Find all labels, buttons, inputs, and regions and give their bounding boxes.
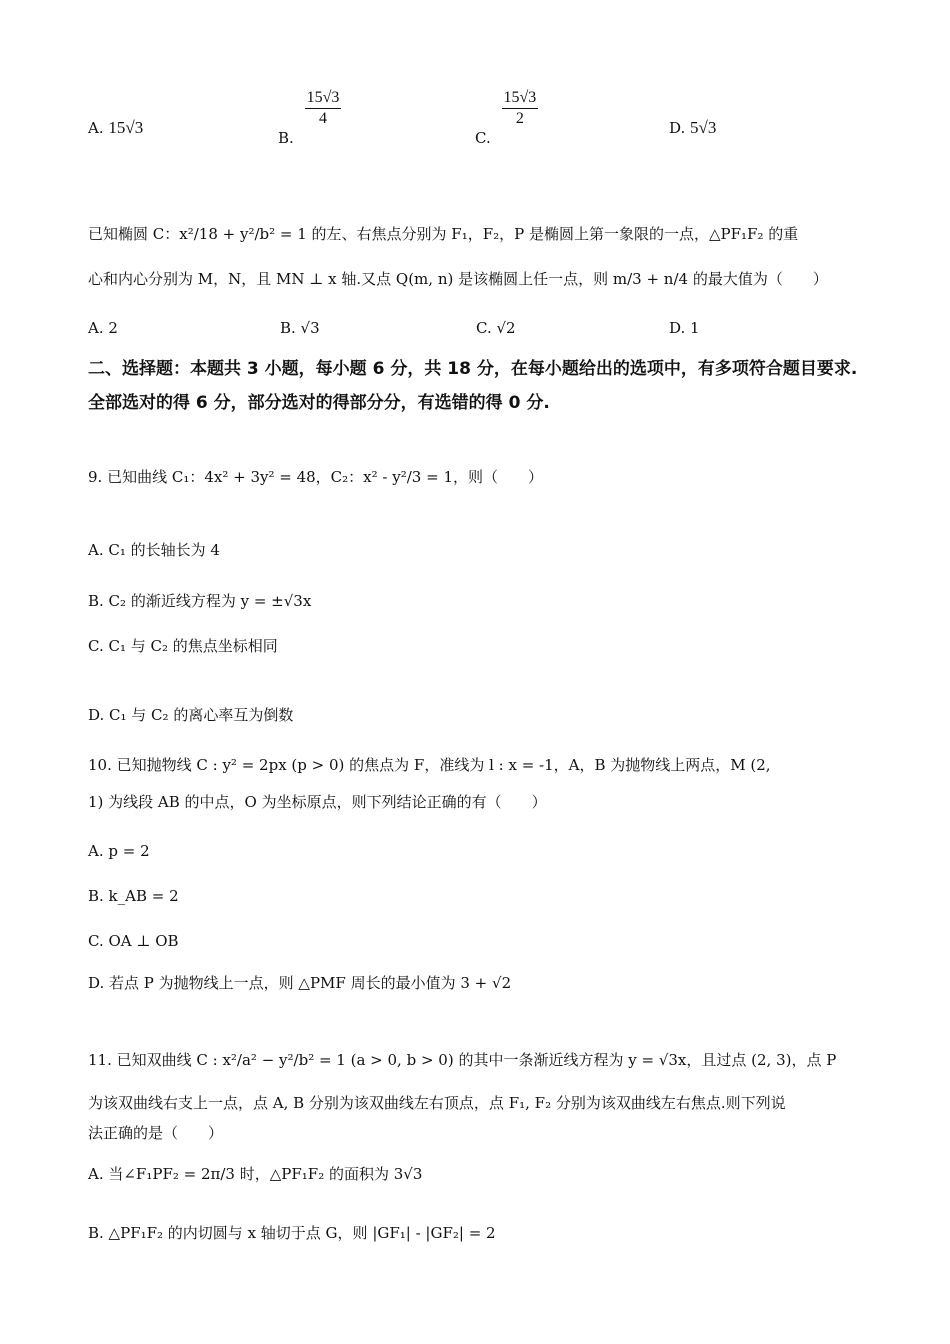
q10-option-b: B. k_AB = 2 [88, 887, 179, 905]
q10-option-a: A. p = 2 [88, 842, 150, 860]
q11-line-3: 法正确的是（ ） [88, 1124, 224, 1142]
q8-option-b: B. √3 [280, 319, 320, 337]
q10-option-d: D. 若点 P 为抛物线上一点，则 △PMF 周长的最小值为 3 + √2 [88, 974, 512, 992]
q9-stem: 9. 已知曲线 C₁：4x² + 3y² = 48，C₂：x² - y²/3 = 1，则（ ） [88, 468, 543, 486]
q7-option-d-expr: 5√3 [690, 118, 717, 137]
q8-option-c: C. √2 [476, 319, 516, 337]
q7-option-a: A. 15√3 [88, 118, 144, 137]
q8-option-a: A. 2 [88, 319, 118, 337]
q9-option-b: B. C₂ 的渐近线方程为 y = ±√3x [88, 592, 312, 610]
q10-line-2: 1) 为线段 AB 的中点，O 为坐标原点，则下列结论正确的有（ ） [88, 793, 547, 811]
q9-option-c: C. C₁ 与 C₂ 的焦点坐标相同 [88, 637, 278, 655]
q7-option-b: B. $\frac{15√3}{4}$ [278, 89, 340, 147]
q10-option-c: C. OA ⊥ OB [88, 932, 179, 950]
q11-line-2: 为该双曲线右支上一点，点 A, B 分别为该双曲线左右顶点，点 F₁, F₂ 分别为该双曲线左右焦点.则下列说 [88, 1094, 786, 1112]
q7-option-c: C. $\frac{15√3}{2}$ [475, 89, 537, 147]
q7-option-d: D. 5√3 [669, 118, 717, 137]
q8-line-2: 心和内心分别为 M，N，且 MN ⊥ x 轴.又点 Q(m, n) 是该椭圆上任一点，则 m/3 + n/4 的最大值为（ ） [88, 270, 828, 288]
q11-line-1: 11. 已知双曲线 C : x²/a² − y²/b² = 1 (a > 0, b > 0) 的其中一条渐近线方程为 y = √3x，且过点 (2, 3)，点 P [88, 1051, 837, 1069]
q7-option-a-expr: 15√3 [108, 118, 144, 137]
q8-line-1: 已知椭圆 C：x²/18 + y²/b² = 1 的左、右焦点分别为 F₁，F₂，P 是椭圆上第一象限的一点，△PF₁F₂ 的重 [88, 225, 799, 243]
q9-option-a: A. C₁ 的长轴长为 4 [88, 541, 220, 559]
q8-option-d: D. 1 [669, 319, 700, 337]
q11-option-a: A. 当∠F₁PF₂ = 2π/3 时，△PF₁F₂ 的面积为 3√3 [88, 1165, 423, 1183]
q9-option-d: D. C₁ 与 C₂ 的离心率互为倒数 [88, 706, 294, 724]
q10-line-1: 10. 已知抛物线 C : y² = 2px (p > 0) 的焦点为 F，准线为 l : x = -1，A，B 为抛物线上两点，M (2, [88, 756, 771, 774]
section-2-heading: 二、选择题：本题共 3 小题，每小题 6 分，共 18 分，在每小题给出的选项中，有多项符合题目要求.全部选对的得 6 分，部分选对的得部分分，有选错的得 0 分. [88, 359, 858, 413]
q11-option-b: B. △PF₁F₂ 的内切圆与 x 轴切于点 G，则 |GF₁| - |GF₂| = 2 [88, 1224, 496, 1242]
